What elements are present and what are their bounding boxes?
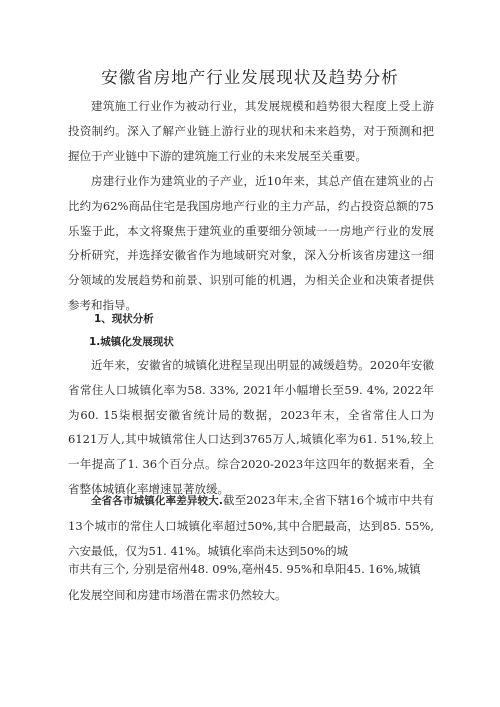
intro-paragraph-2: 房建行业作为建筑业的子产业，近10年来，其总产值在建筑业的占比约为62%商品住宅是我国房地产行业的主力产品，约占投资总额的75乐鉴于此，本文将聚焦于建筑业的重要细分领域一一房地产行业的发展分析研究，并选择安徽省作为地域研究对象，深入分析该省房建这一细分领域的发展趋势和前景、识别可能的机遇，为相关企业和决策者提供参考和指导。 — [68, 174, 434, 312]
city-difference-lead: 全省各市城镇化率差异较大. — [91, 495, 223, 507]
intro-paragraph-1: 建筑施工行业作为被动行业，其发展规模和趋势很大程度上受上游投资制约。深入了解产业链上游行业的现状和未来趋势，对于预测和把握位于产业链中下游的建筑施工行业的未来发展至关重要。 — [68, 99, 434, 163]
tail-line-1: 市共有三个, 分别是宿州48. 09%,亳州45. 95%和阜阳45. 16%,城镇 — [68, 562, 421, 576]
tail-line-2: 化发展空间和房建市场潜在需求仍然较大。 — [68, 588, 287, 602]
document-title: 安徽省房地产行业发展现状及趋势分析 — [101, 68, 399, 87]
urbanization-paragraph: 近年来，安徽省的城镇化进程呈现出明显的减缓趋势。2020年安徽省常住人口城镇化率为58. 33%, 2021年小幅增长至59. 4%, 2022年为60. 15柒根据安徽省统计局的数据，2023年末，全省常住人口为6121万人,其中城镇常住人口达到3765万人,城镇化率为61. 51%,较上一年提高了1. 36个百分点。综合2020-2023年这四年的数据来看，全省整体城镇化率增速显著放缓。 — [68, 358, 434, 496]
subsection-heading: 1.城镇化发展现状 — [89, 336, 174, 348]
city-difference-text: 截至2023年末,全省下辖16个城市中共有13个城市的常住人口城镇化率超过50%,其中合肥最高，达到85. 55%,六安最低，仅为51. 41%。城镇化率尚未达到50%的城 — [68, 493, 434, 558]
section-heading: 1、现状分析 — [94, 313, 154, 325]
city-difference-paragraph — [68, 488, 434, 563]
